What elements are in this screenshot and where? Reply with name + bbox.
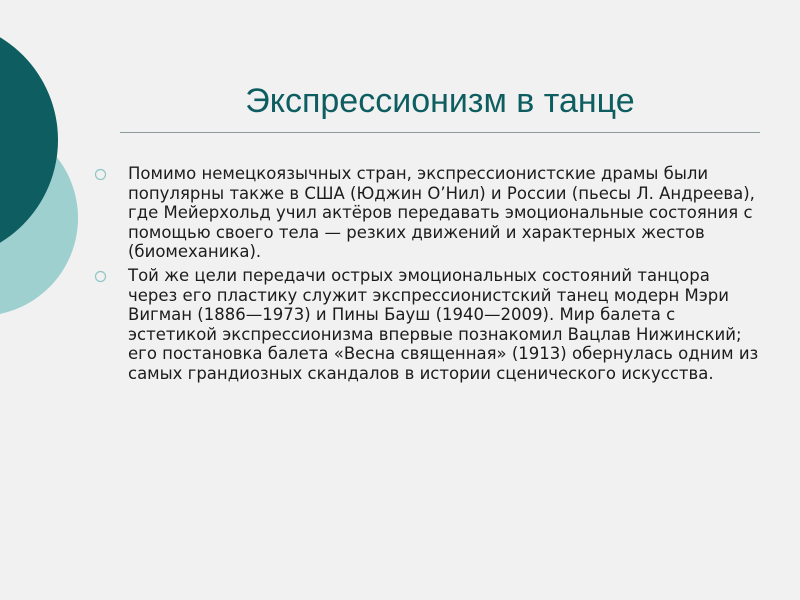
hollow-circle-icon <box>94 270 107 283</box>
title-divider <box>120 132 760 133</box>
bullet-item <box>94 266 764 384</box>
bullet-list <box>94 164 764 388</box>
bullet-item <box>94 164 764 262</box>
bullet-text: Помимо немецкоязычных стран, экспрессионистские драмы были популярны также в США (Юджин О’Нил) и России (пьесы Л. Андреева), где Мейерхольд учил актёров передавать эмоциональные состояния с помощью своего тела — резких движений и характерных жестов (биомеханика). <box>128 164 755 262</box>
slide-title: Экспрессионизм в танце <box>245 82 635 120</box>
bullet-text: Той же цели передачи острых эмоциональных состояний танцора через его пластику служит экспрессионистский танец модерн Мэри Вигман (1886—1973) и Пины Бауш (1940—2009). Мир балета с эстетикой экспрессионизма впервые познакомил Вацлав Нижинский; его постановка балета «Весна священная» (1913) обернулась одним из самых грандиозных скандалов в истории сценического искусства. <box>128 265 759 383</box>
hollow-circle-icon <box>94 168 107 181</box>
